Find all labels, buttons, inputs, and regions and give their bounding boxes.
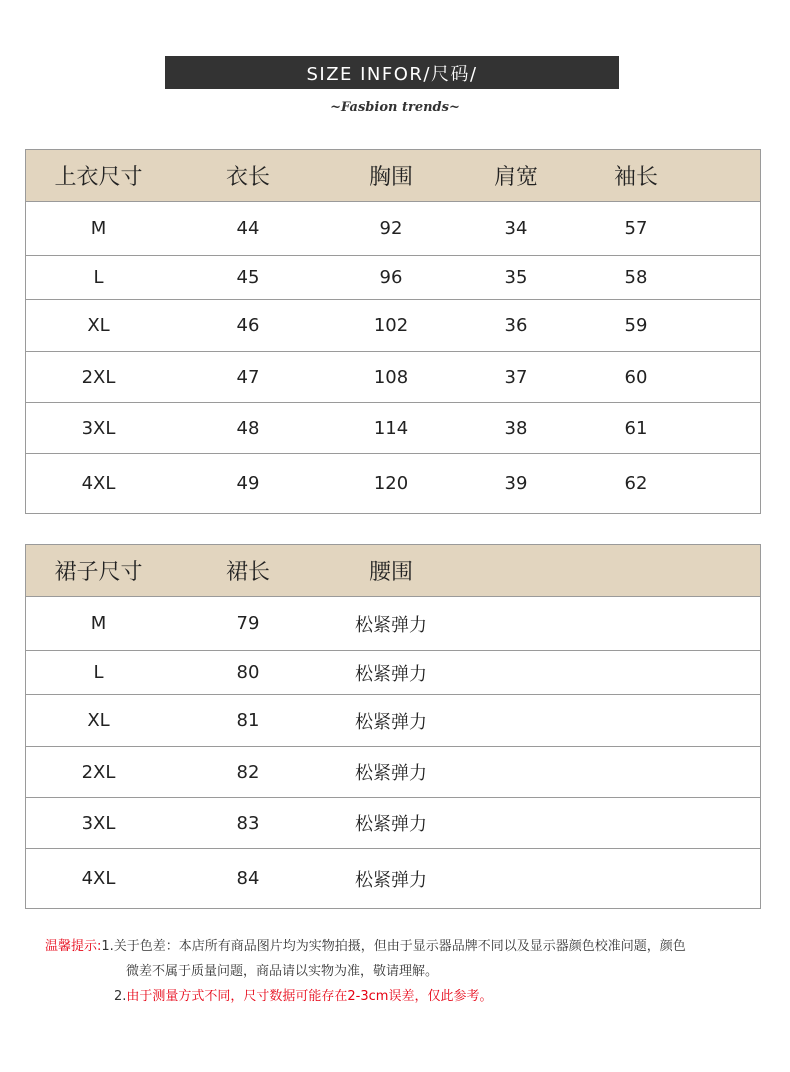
table-row bbox=[26, 798, 760, 849]
value-cell: 102 bbox=[373, 315, 409, 336]
value-cell: 松紧弹力 bbox=[355, 869, 427, 891]
notes-line-3 bbox=[114, 985, 492, 1004]
column-header: 袖长 bbox=[613, 165, 658, 190]
value-cell: 83 bbox=[236, 812, 260, 834]
value-cell: 61 bbox=[624, 417, 648, 439]
value-cell: 44 bbox=[236, 218, 260, 239]
value-cell: 48 bbox=[236, 417, 260, 439]
column-header: 衣长 bbox=[225, 165, 270, 190]
note-item-2-text: 由于测量方式不同，尺寸数据可能存在2-3cm误差，仅此参考。 bbox=[126, 989, 493, 1004]
value-cell: 36 bbox=[504, 315, 528, 336]
value-cell: 松紧弹力 bbox=[355, 763, 427, 784]
value-cell: 49 bbox=[236, 473, 260, 494]
size-info-banner bbox=[165, 56, 619, 89]
banner-title: SIZE INFOR/尺码/ bbox=[306, 63, 478, 85]
table-row bbox=[26, 403, 760, 454]
value-cell: 45 bbox=[236, 267, 260, 288]
column-header: 腰围 bbox=[368, 560, 413, 585]
value-cell: 松紧弹力 bbox=[355, 614, 427, 636]
value-cell: 38 bbox=[504, 417, 528, 439]
value-cell: 47 bbox=[236, 366, 260, 388]
table-row bbox=[26, 454, 760, 513]
column-header: 肩宽 bbox=[493, 165, 538, 190]
note-item-2-number: 2. bbox=[114, 989, 127, 1004]
value-cell: 58 bbox=[624, 267, 648, 288]
value-cell: 39 bbox=[504, 473, 528, 494]
value-cell: 79 bbox=[236, 613, 260, 634]
notes-line-1 bbox=[45, 935, 686, 954]
size-cell: 2XL bbox=[81, 366, 116, 388]
size-cell: XL bbox=[87, 315, 110, 336]
size-cell: 3XL bbox=[81, 417, 116, 439]
value-cell: 62 bbox=[624, 473, 648, 494]
value-cell: 37 bbox=[504, 366, 528, 388]
value-cell: 80 bbox=[236, 662, 260, 683]
table-row bbox=[26, 695, 760, 747]
skirt-size-table bbox=[25, 544, 761, 909]
value-cell: 60 bbox=[624, 366, 648, 388]
size-cell: XL bbox=[87, 710, 110, 731]
table-row bbox=[26, 256, 760, 300]
note-item-1-line-2: 微差不属于质量问题，商品请以实物为准，敬请理解。 bbox=[126, 964, 439, 979]
column-header: 裙长 bbox=[225, 560, 270, 585]
top-size-table bbox=[25, 149, 761, 514]
value-cell: 81 bbox=[236, 710, 260, 731]
value-cell: 96 bbox=[379, 267, 403, 288]
value-cell: 82 bbox=[236, 761, 260, 783]
value-cell: 114 bbox=[373, 417, 409, 439]
value-cell: 84 bbox=[236, 868, 260, 889]
value-cell: 34 bbox=[504, 218, 528, 239]
value-cell: 59 bbox=[624, 315, 648, 336]
table-row bbox=[26, 202, 760, 256]
table-header-row bbox=[26, 545, 760, 597]
subtitle: ~Fasbion trends~ bbox=[330, 100, 460, 115]
size-cell: L bbox=[93, 662, 104, 683]
size-cell: 3XL bbox=[81, 812, 116, 834]
table-row bbox=[26, 651, 760, 695]
table-row bbox=[26, 352, 760, 403]
value-cell: 108 bbox=[373, 366, 409, 388]
value-cell: 松紧弹力 bbox=[355, 814, 427, 835]
value-cell: 35 bbox=[504, 267, 528, 288]
table-header-row bbox=[26, 150, 760, 202]
value-cell: 120 bbox=[373, 473, 409, 494]
column-header: 胸围 bbox=[368, 165, 413, 190]
note-item-1-line-1: 1.关于色差：本店所有商品图片均为实物拍摄，但由于显示器品牌不同以及显示器颜色校准问题，颜色 bbox=[101, 939, 686, 954]
table-row bbox=[26, 747, 760, 798]
value-cell: 松紧弹力 bbox=[355, 663, 427, 685]
size-cell: M bbox=[90, 613, 107, 634]
table-row bbox=[26, 849, 760, 908]
size-cell: 4XL bbox=[81, 868, 116, 889]
column-header: 裙子尺寸 bbox=[54, 560, 143, 585]
table-row bbox=[26, 597, 760, 651]
notes-label: 温馨提示: bbox=[45, 939, 102, 954]
column-header: 上衣尺寸 bbox=[54, 165, 143, 190]
table-row bbox=[26, 300, 760, 352]
size-cell: M bbox=[90, 218, 107, 239]
value-cell: 92 bbox=[379, 218, 403, 239]
size-cell: L bbox=[93, 267, 104, 288]
value-cell: 46 bbox=[236, 315, 260, 336]
size-cell: 4XL bbox=[81, 473, 116, 494]
size-cell: 2XL bbox=[81, 761, 116, 783]
value-cell: 松紧弹力 bbox=[355, 711, 427, 733]
value-cell: 57 bbox=[624, 218, 648, 239]
